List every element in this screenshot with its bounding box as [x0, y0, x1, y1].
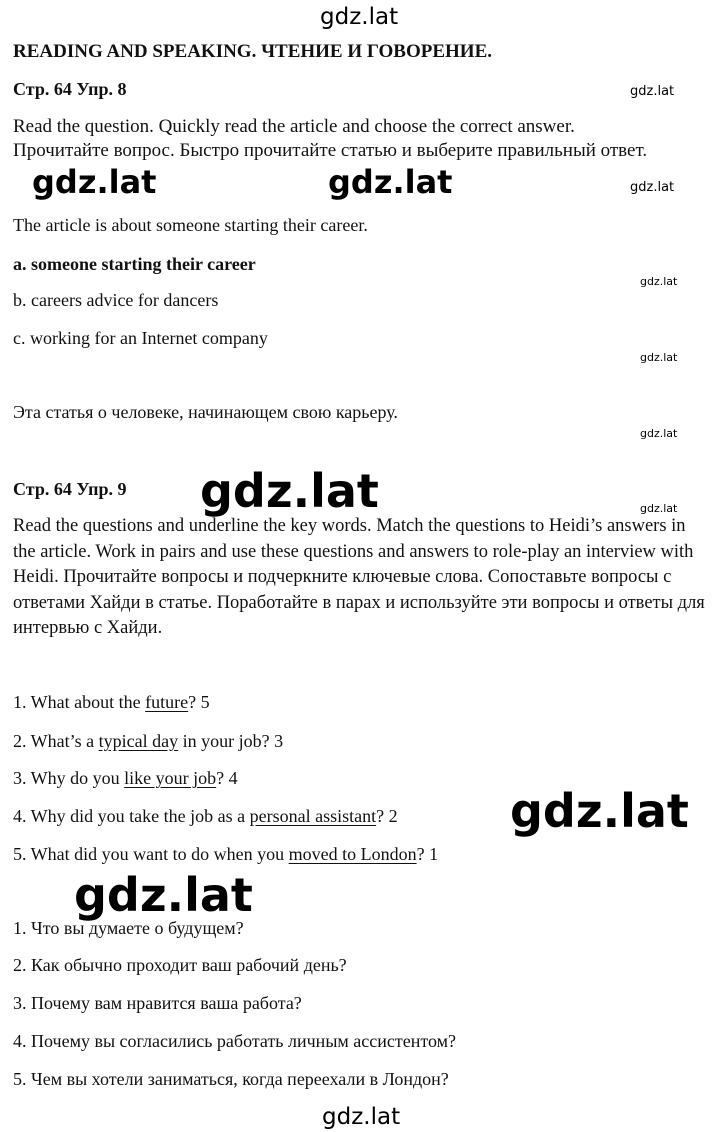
ex9-heading: Стр. 64 Упр. 9	[13, 479, 127, 499]
question-text: 4. Why did you take the job as a	[13, 806, 250, 826]
ex9-translation: 3. Почему вам нравится ваша работа?	[13, 993, 302, 1013]
ex8-heading: Стр. 64 Упр. 8	[13, 79, 127, 99]
watermark-small: gdz.lat	[630, 180, 675, 195]
ex9-translation: 1. Что вы думаете о будущем?	[13, 918, 244, 938]
key-words: like your job	[124, 768, 217, 788]
question-text: 5. What did you want to do when you	[13, 844, 289, 864]
ex8-option-a: a. someone starting their career	[13, 254, 256, 274]
ex8-answer-sentence: The article is about someone starting their career.	[13, 215, 368, 235]
key-words: typical day	[98, 731, 179, 751]
ex8-option-b: b. careers advice for dancers	[13, 290, 219, 310]
ex9-task: Read the questions and underline the key words. Match the questions to Heidi’s answers in the article. Work in pairs and use these questions and answers to role-play an interview with Heidi. Прочитайте вопросы и подчеркните ключевые слова. Сопоставьте вопросы с ответами Хайди в статье. Поработайте в парах и используйте эти вопросы и ответы для интервью с Хайди.	[13, 516, 705, 638]
question-text: 3. Why do you	[13, 768, 125, 788]
watermark-large: gdz.lat	[32, 163, 157, 201]
watermark-small: gdz.lat	[630, 84, 675, 99]
watermark-large: gdz.lat	[200, 464, 379, 518]
question-text: 2. What’s a	[13, 731, 99, 751]
ex9-question	[13, 729, 283, 753]
watermark-small: gdz.lat	[640, 351, 678, 364]
ex9-translation: 5. Чем вы хотели заниматься, когда переехали в Лондон?	[13, 1069, 449, 1089]
watermark-large: gdz.lat	[328, 163, 453, 201]
ex8-option-c: c. working for an Internet company	[13, 328, 268, 348]
ex9-translation: 2. Как обычно проходит ваш рабочий день?	[13, 955, 347, 975]
ex9-question	[13, 804, 398, 828]
ex9-question	[13, 690, 210, 714]
key-words: personal assistant	[249, 806, 377, 826]
watermark-bottom: gdz.lat	[322, 1104, 401, 1130]
ex9-translation: 4. Почему вы согласились работать личным ассистентом?	[13, 1031, 457, 1051]
question-answer: ? 2	[376, 806, 398, 826]
key-words: future	[145, 692, 189, 712]
question-answer: in your job? 3	[178, 731, 284, 751]
watermark-large: gdz.lat	[510, 784, 689, 838]
ex8-task-ru: Прочитайте вопрос. Быстро прочитайте статью и выберите правильный ответ.	[13, 140, 648, 161]
watermark-large: gdz.lat	[74, 868, 253, 922]
watermark-small: gdz.lat	[640, 502, 678, 515]
ex9-question	[13, 842, 438, 866]
question-answer: ? 4	[216, 768, 238, 788]
section-title: READING AND SPEAKING. ЧТЕНИЕ И ГОВОРЕНИЕ.	[13, 41, 492, 62]
question-text: 1. What about the	[13, 692, 146, 712]
question-answer: ? 1	[416, 844, 439, 864]
watermark-small: gdz.lat	[640, 275, 678, 288]
watermark-small: gdz.lat	[640, 427, 678, 440]
watermark-top: gdz.lat	[320, 4, 399, 30]
ex8-translation: Эта статья о человеке, начинающем свою карьеру.	[13, 402, 398, 422]
key-words: moved to London	[288, 844, 417, 864]
ex9-question	[13, 766, 238, 790]
ex8-task-en: Read the question. Quickly read the article and choose the correct answer.	[13, 116, 575, 137]
question-answer: ? 5	[188, 692, 210, 712]
